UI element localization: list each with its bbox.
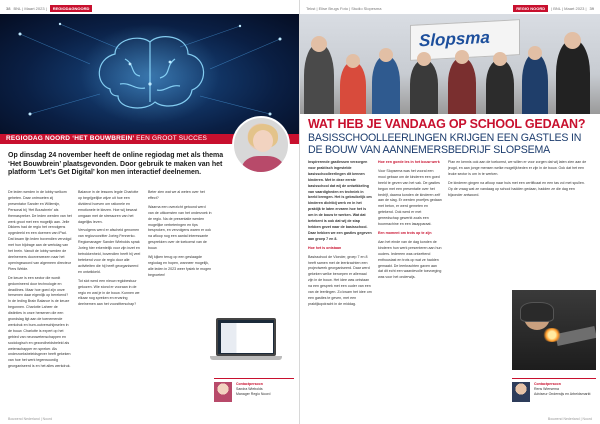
contact-card [214,378,294,404]
contact-name: Rens Wiersema [534,386,559,391]
spark-icon [542,328,562,342]
paragraph: Vervolgens werd er afscheid genomen van regiovoorzitter Jorieg Fennerko. Regiomanager Sander Wiebolds sprak Jorieg hier erkentelijk voor zijn inzet en betrokkenheid, bovendien heeft hij veel betekend voor de regio door alle activiteiten die hij heeft georganiseerd en ontwikkeld. [78,228,141,274]
contact-photo [512,382,530,402]
subheading: Hoe een goede les in het bouw werk [378,160,440,164]
contact-name: Sandra Wiebolds [236,386,263,391]
left-column-2 [78,190,142,311]
contact-role: Adviseur Onderwijs en Arbeidsmarkt [534,391,591,396]
right-column-3 [448,160,588,201]
running-head [306,4,381,12]
article-headline: WAT HEB JE VANDAAG OP SCHOOL GEDAAN? [308,117,586,131]
section-badge: REGIO NOORD [513,5,548,12]
welding-mask-icon [520,302,554,322]
running-head [6,4,92,12]
subheading: Hoe het is ontstaan [308,245,342,250]
paragraph: Voor Slopsema was het vooral een mooi gebaar om de kinderen een goed beeld te geven van het vak. De gastles begon met een presentatie over het bedrijf, daarna konden de kinderen zelf aan de slag. Er werden proefjes gedaan met beton, er werd gemeten en getekend. Ook werd er met gereedschap gewerkt zoals een boormachine en een lasapparaat. [378,168,442,227]
paragraph: Waarna een overzicht getoond werd van de uitkomsten van het onderzoek in de regio. Na de presentatie werden mogelijke verbeteringen en tips besproken, en vervolgens waren er ook na afloop nog een aantal interessante gesprekken over de toekomst van de bouw. [148,204,212,251]
speaker-portrait [232,116,290,174]
page-number: 38 [6,5,11,11]
page-footer: Bouwend Nederland | Noord [547,417,592,421]
contact-label: Contactpersoon [236,382,263,386]
credits: Tekst | Elise Brugs Foto | Studio Slopesma [306,5,382,11]
contact-photo [214,382,232,402]
paragraph: Plan en kennis ook aan de toekomst, we willen er voor zorgen dat wij laten zien aan de jeugd, en aan jonge mensen welke mogelijkheden er zijn in de bouw. Ook dat het een leuke sector is om in te werken. [448,160,587,176]
paragraph: De keuze is een sector die wordt gedomineerd door technologie en deadlines. Maar hoe goed zijn onze hersenen daar eigenlijk op berekend? In de Ieding Brain Balance is de keuze begonnen. Charlotte Laheer de distinties in onze hersenen die een grondslag ligt aan de toenemende werkdruk en burn-outverschijnselen in de bouw. Charlotte is expert op het gebied van neurowetenschappen en sociologisch en gezondheidsbeleid als wetenschapper en spreker. Als onderzoeksbeleidsgever heeft gekeken van hoe het werk tegenwoordig georganiseerd is en het alles werkdruk. [8,275,71,369]
contact-role: Manager Regio Noord [236,391,271,396]
section-badge: REGIODAGNOORD [50,5,93,12]
laptop-image [210,318,282,362]
paragraph: Beter zien wat we al weten over het effect? [148,190,205,200]
paragraph: Balance in de lessons legde Charlotte op begrijpelijke wijze uit hoe een dividend hoeven om rationele en emotionele te kiezen. Hoe wij bewust omgaan met de stressoren van het dagelijks leven. [78,190,139,224]
group-photo [300,14,600,114]
left-column-1 [8,190,72,373]
brand-logo: Slopsma [419,27,490,51]
article-subheadline: BASISSCHOOLLEERLINGEN KRIJGEN EEN GASTLES IN DE BOUW VAN AANNEMERSBEDRIJF SLOPSEMA [308,132,582,156]
right-column-2 [378,160,442,284]
subheading: Een moment om trots op te zijn [378,230,432,235]
paragraph: Wij kijken terug op een geslaagde regiodag en hopen, wanneer mogelijk, alle leden in 2023 weer fysiek te mogen begroeten! [148,255,212,277]
right-column-1 [308,160,372,311]
contact-card [512,378,596,404]
paragraph: Tot slot werd een nieuw regiobestuur gekozen. Wie stond er vooraan in de regio en wat je in de bouw. Kunnen we elkaar nog spreken en ervaring deelnemen aan het voorzitterschap? [78,278,140,307]
running-head-right [513,4,594,12]
paragraph: Aan het einde van de dag konden de kinderen hun werk presenteren aan hun ouders. Iedereen was ontzettend enthousiast en trots op wat ze hadden gemaakt. De leerkrachten gaven aan dat dit echt een waardevolle toevoeging was voor het onderwijs. [378,239,442,280]
issue-label: | BNL | Maart 2023 | [551,5,587,11]
right-page [300,0,600,424]
left-column-3 [148,190,212,282]
contact-label: Contactpersoon [534,382,561,386]
issue-label: BNL | Maart 2023 | [13,5,47,11]
welding-photo [512,290,596,370]
page-footer: Bouwend Nederland | Noord [8,417,53,421]
paragraph: De leden werden in de lobby welkom geheten. Daar ontmoeten zij presentator Sander en Willemijn, Personal bij ‘Het Bouwbrein’ als themaspreker. De leden werden van het werk groot met een mogelijk aan. Jelle Dikkers had de regio het vervolgens opgedeeld en een doemen van iPad. Dat kwam lijn leden bovendien vervolgd met hun bijdrage aan de werkdag van het brein. Vanuit de lobby werden de deelnemers doorverwezen naar het openingswoord van algemeen directeur Piers Welde. [8,190,72,271]
page-number: 39 [589,5,594,11]
lead-paragraph: Op dinsdag 24 november heeft de online regiodag met als thema ‘Het Bouwbrein’ plaatsgevonden. Door gebruik te maken van het platform ‘Let’s Get Digital’ kon men interactief deelnemen. [8,152,224,177]
paragraph: De kinderen gingen na afloop naar huis met een certificaat en een tas vol met spullen. Op de vraag wat ze vandaag op school hadden gedaan, hadden ze die dag een bijzonder antwoord. [448,180,585,197]
paragraph: Basisschool de Vlonder, groep 7 en 8 heeft samen met de leerkrachten een projectweek georganiseerd. Daar werd gekeken welke beroepen er allemaal zijn in de bouw. Het idee was ontstaan na een gesprek met een ouder van een van de leerlingen. Zo kwam het idee om een gastles te geven, met een praktijkopdracht in de middag. [308,254,372,306]
banner-normal: EEN GROOT SUCCES [136,135,208,142]
intro-paragraph: Inspirerende gastlessen verzorgen voor praktisch ingestelde basisschoolleerlingen dit kennen kinderen. Met in deze eerste basisschool dat wij de ontwikkeling van vaardigheden en techniek in beeld brengen. Het is gebruikelijk om kinderen dichtbij werk en in het praktijk te laten ervaren hoe het is om in de bouw te werken. Wat dat betekent is ook dat wij de stap hebben gezet naar de basisschool. Daar hebben we een gastles gegeven aan groep 7 en 8. [308,160,372,241]
banner-bold: REGIODAG NOORD ‘HET BOUWBREIN’ [6,135,135,142]
